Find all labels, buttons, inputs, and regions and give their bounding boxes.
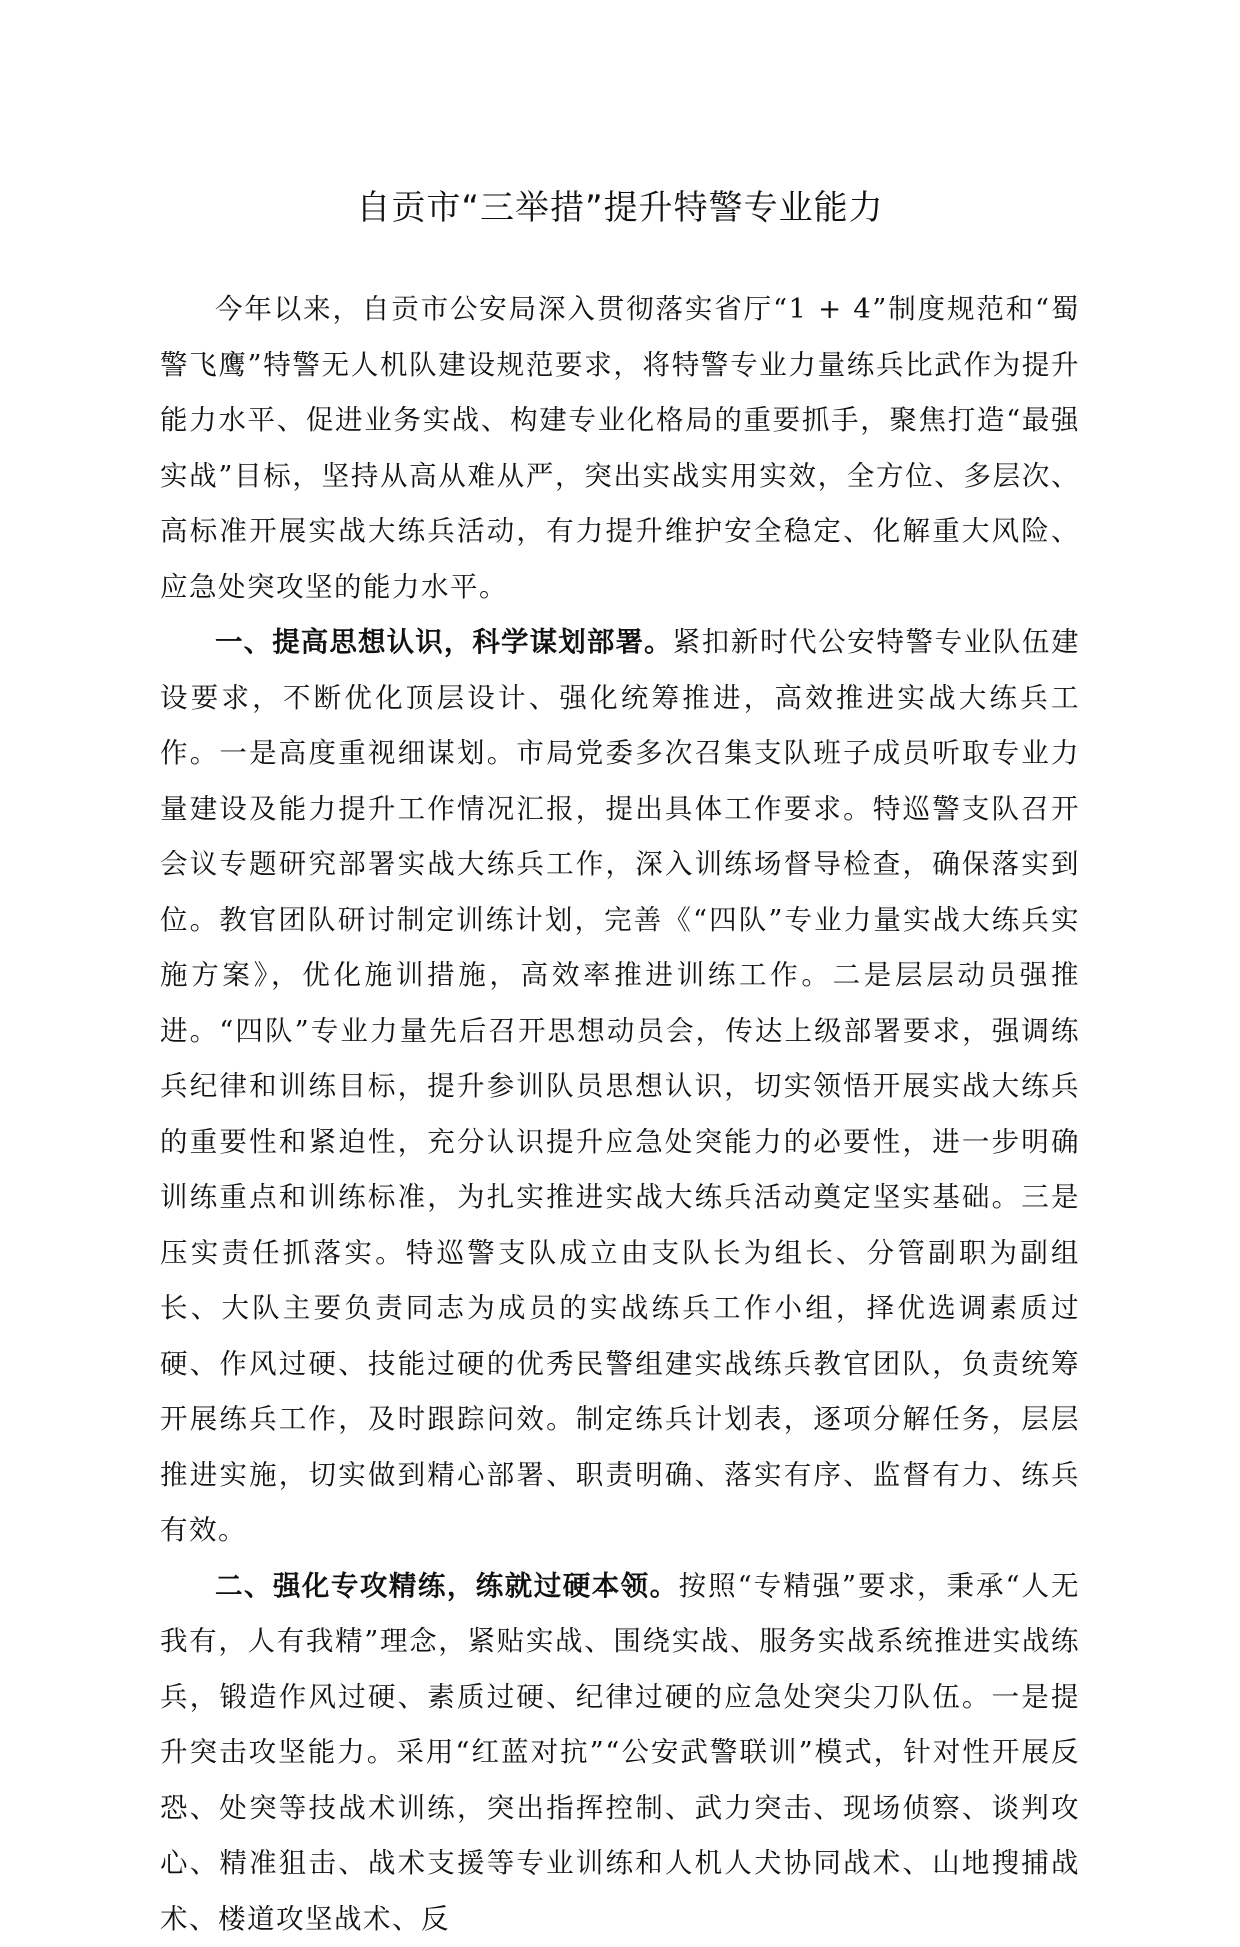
document-body xyxy=(160,282,1080,1947)
paragraph-section-2 xyxy=(160,1559,1080,1947)
paragraph-text: 今年以来，自贡市公安局深入贯彻落实省厅“1 + 4”制度规范和“蜀警飞鹰”特警无人机队建设规范要求，将特警专业力量练兵比武作为提升能力水平、促进业务实战、构建专业化格局的重要抓手，聚焦打造“最强实战”目标，坚持从高从难从严，突出实战实用实效，全方位、多层次、高标准开展实战大练兵活动，有力提升维护安全稳定、化解重大风险、应急处突攻坚的能力水平。 xyxy=(160,293,1080,603)
section-heading: 一、提高思想认识，科学谋划部署。 xyxy=(215,626,673,658)
paragraph-text: 紧扣新时代公安特警专业队伍建设要求，不断优化顶层设计、强化统筹推进，高效推进实战大练兵工作。一是高度重视细谋划。市局党委多次召集支队班子成员听取专业力量建设及能力提升工作情况汇报，提出具体工作要求。特巡警支队召开会议专题研究部署实战大练兵工作，深入训练场督导检查，确保落实到位。教官团队研讨制定训练计划，完善《“四队”专业力量实战大练兵实施方案》，优化施训措施，高效率推进训练工作。二是层层动员强推进。“四队”专业力量先后召开思想动员会，传达上级部署要求，强调练兵纪律和训练目标，提升参训队员思想认识，切实领悟开展实战大练兵的重要性和紧迫性，充分认识提升应急处突能力的必要性，进一步明确训练重点和训练标准，为扎实推进实战大练兵活动奠定坚实基础。三是压实责任抓落实。特巡警支队成立由支队长为组长、分管副职为副组长、大队主要负责同志为成员的实战练兵工作小组，择优选调素质过硬、作风过硬、技能过硬的优秀民警组建实战练兵教官团队，负责统筹开展练兵工作，及时跟踪问效。制定练兵计划表，逐项分解任务，层层推进实施，切实做到精心部署、职责明确、落实有序、监督有力、练兵有效。 xyxy=(160,626,1080,1546)
section-heading: 二、强化专攻精练，练就过硬本领。 xyxy=(215,1570,679,1602)
paragraph-text: 按照“专精强”要求，秉承“人无我有，人有我精”理念，紧贴实战、围绕实战、服务实战系统推进实战练兵，锻造作风过硬、素质过硬、纪律过硬的应急处突尖刀队伍。一是提升突击攻坚能力。采用“红蓝对抗”“公安武警联训”模式，针对性开展反恐、处突等技战术训练，突出指挥控制、武力突击、现场侦察、谈判攻心、精准狙击、战术支援等专业训练和人机人犬协同战术、山地搜捕战术、楼道攻坚战术、反 xyxy=(160,1570,1080,1935)
paragraph-intro xyxy=(160,282,1080,615)
document-title: 自贡市“三举措”提升特警专业能力 xyxy=(0,186,1240,230)
paragraph-section-1 xyxy=(160,615,1080,1559)
